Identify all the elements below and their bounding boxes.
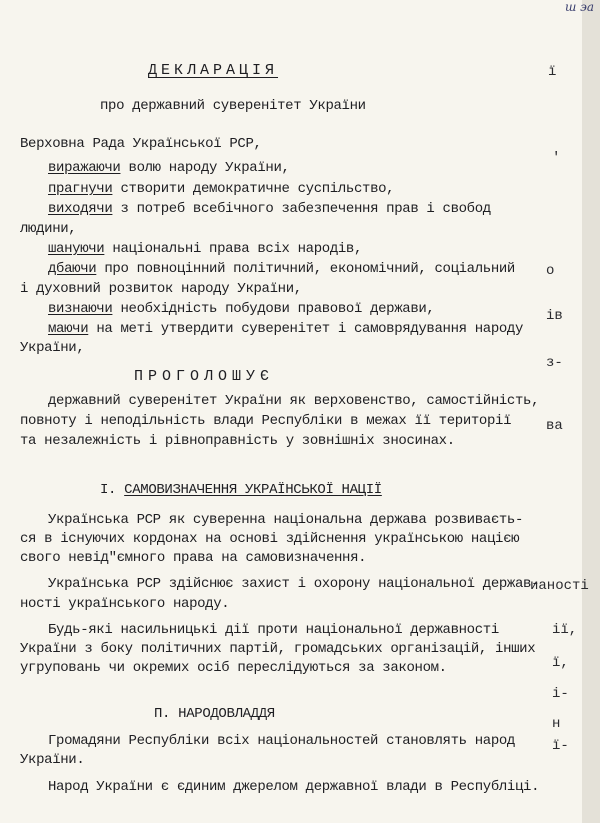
clause-keyword: дбаючи (48, 261, 97, 277)
paragraph-line: ності українського народу. (20, 596, 230, 612)
clause-continuation: і духовний розвиток народу України, (20, 281, 302, 297)
clause-keyword: прагнучи (48, 181, 113, 197)
clause-line (48, 321, 523, 337)
margin-mark: ії, (552, 622, 578, 638)
clause-keyword: маючи (48, 321, 89, 337)
clause-keyword: виражаючи (48, 160, 121, 176)
clause-keyword: виходячи (48, 201, 113, 217)
section-title: НАРОДОВЛАДДЯ (178, 706, 275, 722)
clause-text: волю народу України, (120, 160, 290, 176)
clause-continuation: України, (20, 340, 85, 356)
archive-number: ш эа (564, 0, 594, 14)
proclaims-heading: ПРОГОЛОШУЄ (134, 368, 275, 385)
document-title: ДЕКЛАРАЦІЯ (148, 62, 279, 79)
clause-keyword: шануючи (48, 241, 105, 257)
paragraph-line: Українська РСР здійснює захист і охорону національної держав- (48, 576, 540, 592)
margin-mark: ва (546, 418, 563, 434)
clause-text: необхідність побудови правової держави, (112, 301, 435, 317)
intro-line: Верховна Рада Української РСР, (20, 136, 262, 152)
margin-mark: і- (552, 686, 569, 702)
paragraph-line: Будь-які насильницькі дії проти національної державності (48, 622, 499, 638)
paragraph-line: України з боку політичних партій, громадських організацій, інших (20, 641, 536, 657)
paragraph-line: Громадяни Республіки всіх національностей становлять народ (48, 733, 515, 749)
margin-mark: ианості (530, 578, 589, 594)
adjacent-page-edge (582, 0, 600, 823)
paragraph-line: угруповань чи окремих осіб переслідуються за законом. (20, 660, 447, 676)
margin-mark: ів (546, 308, 563, 324)
margin-mark: ї, (552, 655, 569, 671)
margin-mark: ї- (552, 738, 569, 754)
clause-text: створити демократичне суспільство, (112, 181, 395, 197)
clause-text: про повноцінний політичний, економічний, соціальний (96, 261, 515, 277)
paragraph-line: свого невід"ємного права на самовизначення. (20, 550, 367, 566)
clause-text: національні права всіх народів, (104, 241, 363, 257)
section-number: П. (154, 706, 171, 722)
clause-text: з потреб всебічного забезпечення прав і свобод (112, 201, 491, 217)
clause-line (48, 261, 515, 277)
clause-line (48, 181, 394, 197)
margin-mark: о (546, 263, 555, 279)
proclaim-line: державний суверенітет України як верховенство, самостійність, (48, 393, 540, 409)
clause-line (48, 301, 434, 317)
proclaim-line: та незалежність і рівноправність у зовнішніх зносинах. (20, 433, 455, 449)
paragraph-line: ся в існуючих кордонах на основі здійснення українською нацією (20, 531, 520, 547)
document-subtitle: про державний суверенітет України (100, 98, 366, 114)
margin-mark: з- (546, 355, 563, 371)
section-heading (154, 706, 275, 722)
clause-keyword: визнаючи (48, 301, 113, 317)
margin-mark: н (552, 716, 561, 732)
clause-line (48, 201, 491, 217)
paragraph-line: Українська РСР як суверенна національна держава розвиваєть- (48, 512, 524, 528)
margin-mark: ' (552, 150, 561, 166)
proclaim-line: повноту і неподільність влади Республіки в межах її території (20, 413, 512, 429)
clause-line (48, 160, 290, 176)
margin-mark: ї (548, 64, 557, 80)
section-heading (100, 482, 382, 498)
section-number: I. (100, 482, 117, 498)
paragraph-line: Народ України є єдиним джерелом державної влади в Республіці. (48, 779, 540, 795)
clause-continuation: людини, (20, 221, 77, 237)
section-title: САМОВИЗНАЧЕННЯ УКРАЇНСЬКОЇ НАЦІЇ (124, 482, 382, 498)
clause-text: на меті утвердити суверенітет і самоврядування народу (88, 321, 524, 337)
paragraph-line: України. (20, 752, 85, 768)
clause-line (48, 241, 362, 257)
